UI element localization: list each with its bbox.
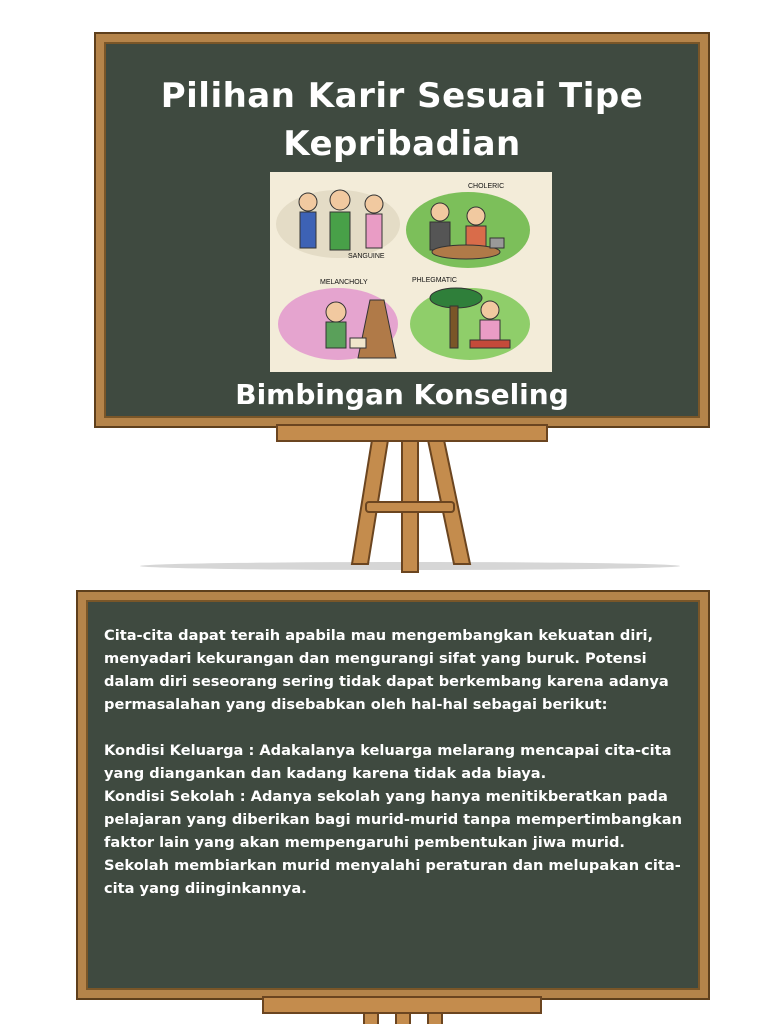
sekolah-paragraph: Kondisi Sekolah : Adanya sekolah yang hanya menitikberatkan pada pelajaran yang diberikan bagi murid-murid tanpa mempertimbangkan faktor lain yang akan mempengaruhi pembentukan jiwa murid. Sekolah membiarkan murid menyalahi peraturan dan melupakan cita-cita yang diinginkannya.	[104, 788, 682, 897]
subtitle: Bimbingan Konseling	[235, 378, 569, 411]
phlegmatic-tree-trunk	[450, 306, 458, 348]
sanguine-person-1-body	[300, 212, 316, 248]
easel-crossbar	[366, 502, 454, 512]
page-title	[104, 72, 700, 168]
chalk-ledge-top	[276, 424, 548, 442]
choleric-laptop	[490, 238, 504, 248]
title-chalkboard	[96, 34, 708, 426]
melancholy-person-head	[326, 302, 346, 322]
melancholy-palette	[350, 338, 366, 348]
label-phlegmatic: PHLEGMATIC	[412, 277, 457, 284]
sanguine-person-3-body	[366, 214, 382, 248]
label-sanguine: SANGUINE	[348, 253, 385, 260]
body-text	[104, 624, 694, 900]
sanguine-person-3-head	[365, 195, 383, 213]
text-chalkboard	[78, 592, 708, 998]
sanguine-person-2-head	[330, 190, 350, 210]
intro-paragraph: Cita-cita dapat teraih apabila mau mengembangkan kekuatan diri, menyadari kekurangan dan mengurangi sifat yang buruk. Potensi dalam diri seseorang sering tidak dapat berkembang karena adanya permasalahan yang disebabkan oleh hal-hal sebagai berikut:	[104, 627, 669, 713]
title-line-2: Kepribadian	[283, 124, 521, 164]
choleric-person-1-head	[431, 203, 449, 221]
sanguine-person-2-body	[330, 212, 350, 250]
temperament-image	[270, 172, 552, 372]
temperament-illustration	[270, 172, 552, 372]
phlegmatic-person-head	[481, 301, 499, 319]
chalk-ledge-bottom	[262, 996, 542, 1014]
label-melancholy: MELANCHOLY	[320, 279, 368, 286]
choleric-person-2-head	[467, 207, 485, 225]
sanguine-person-1-head	[299, 193, 317, 211]
title-line-1: Pilihan Karir Sesuai Tipe	[160, 76, 644, 116]
phlegmatic-person-body	[480, 320, 500, 340]
keluarga-paragraph: Kondisi Keluarga : Adakalanya keluarga melarang mencapai cita-cita yang diangankan dan kadang karena tidak ada biaya.	[104, 742, 672, 782]
label-choleric: CHOLERIC	[468, 183, 505, 190]
phlegmatic-tree-top	[430, 288, 482, 308]
melancholy-person-body	[326, 322, 346, 348]
phlegmatic-chair	[470, 340, 510, 348]
